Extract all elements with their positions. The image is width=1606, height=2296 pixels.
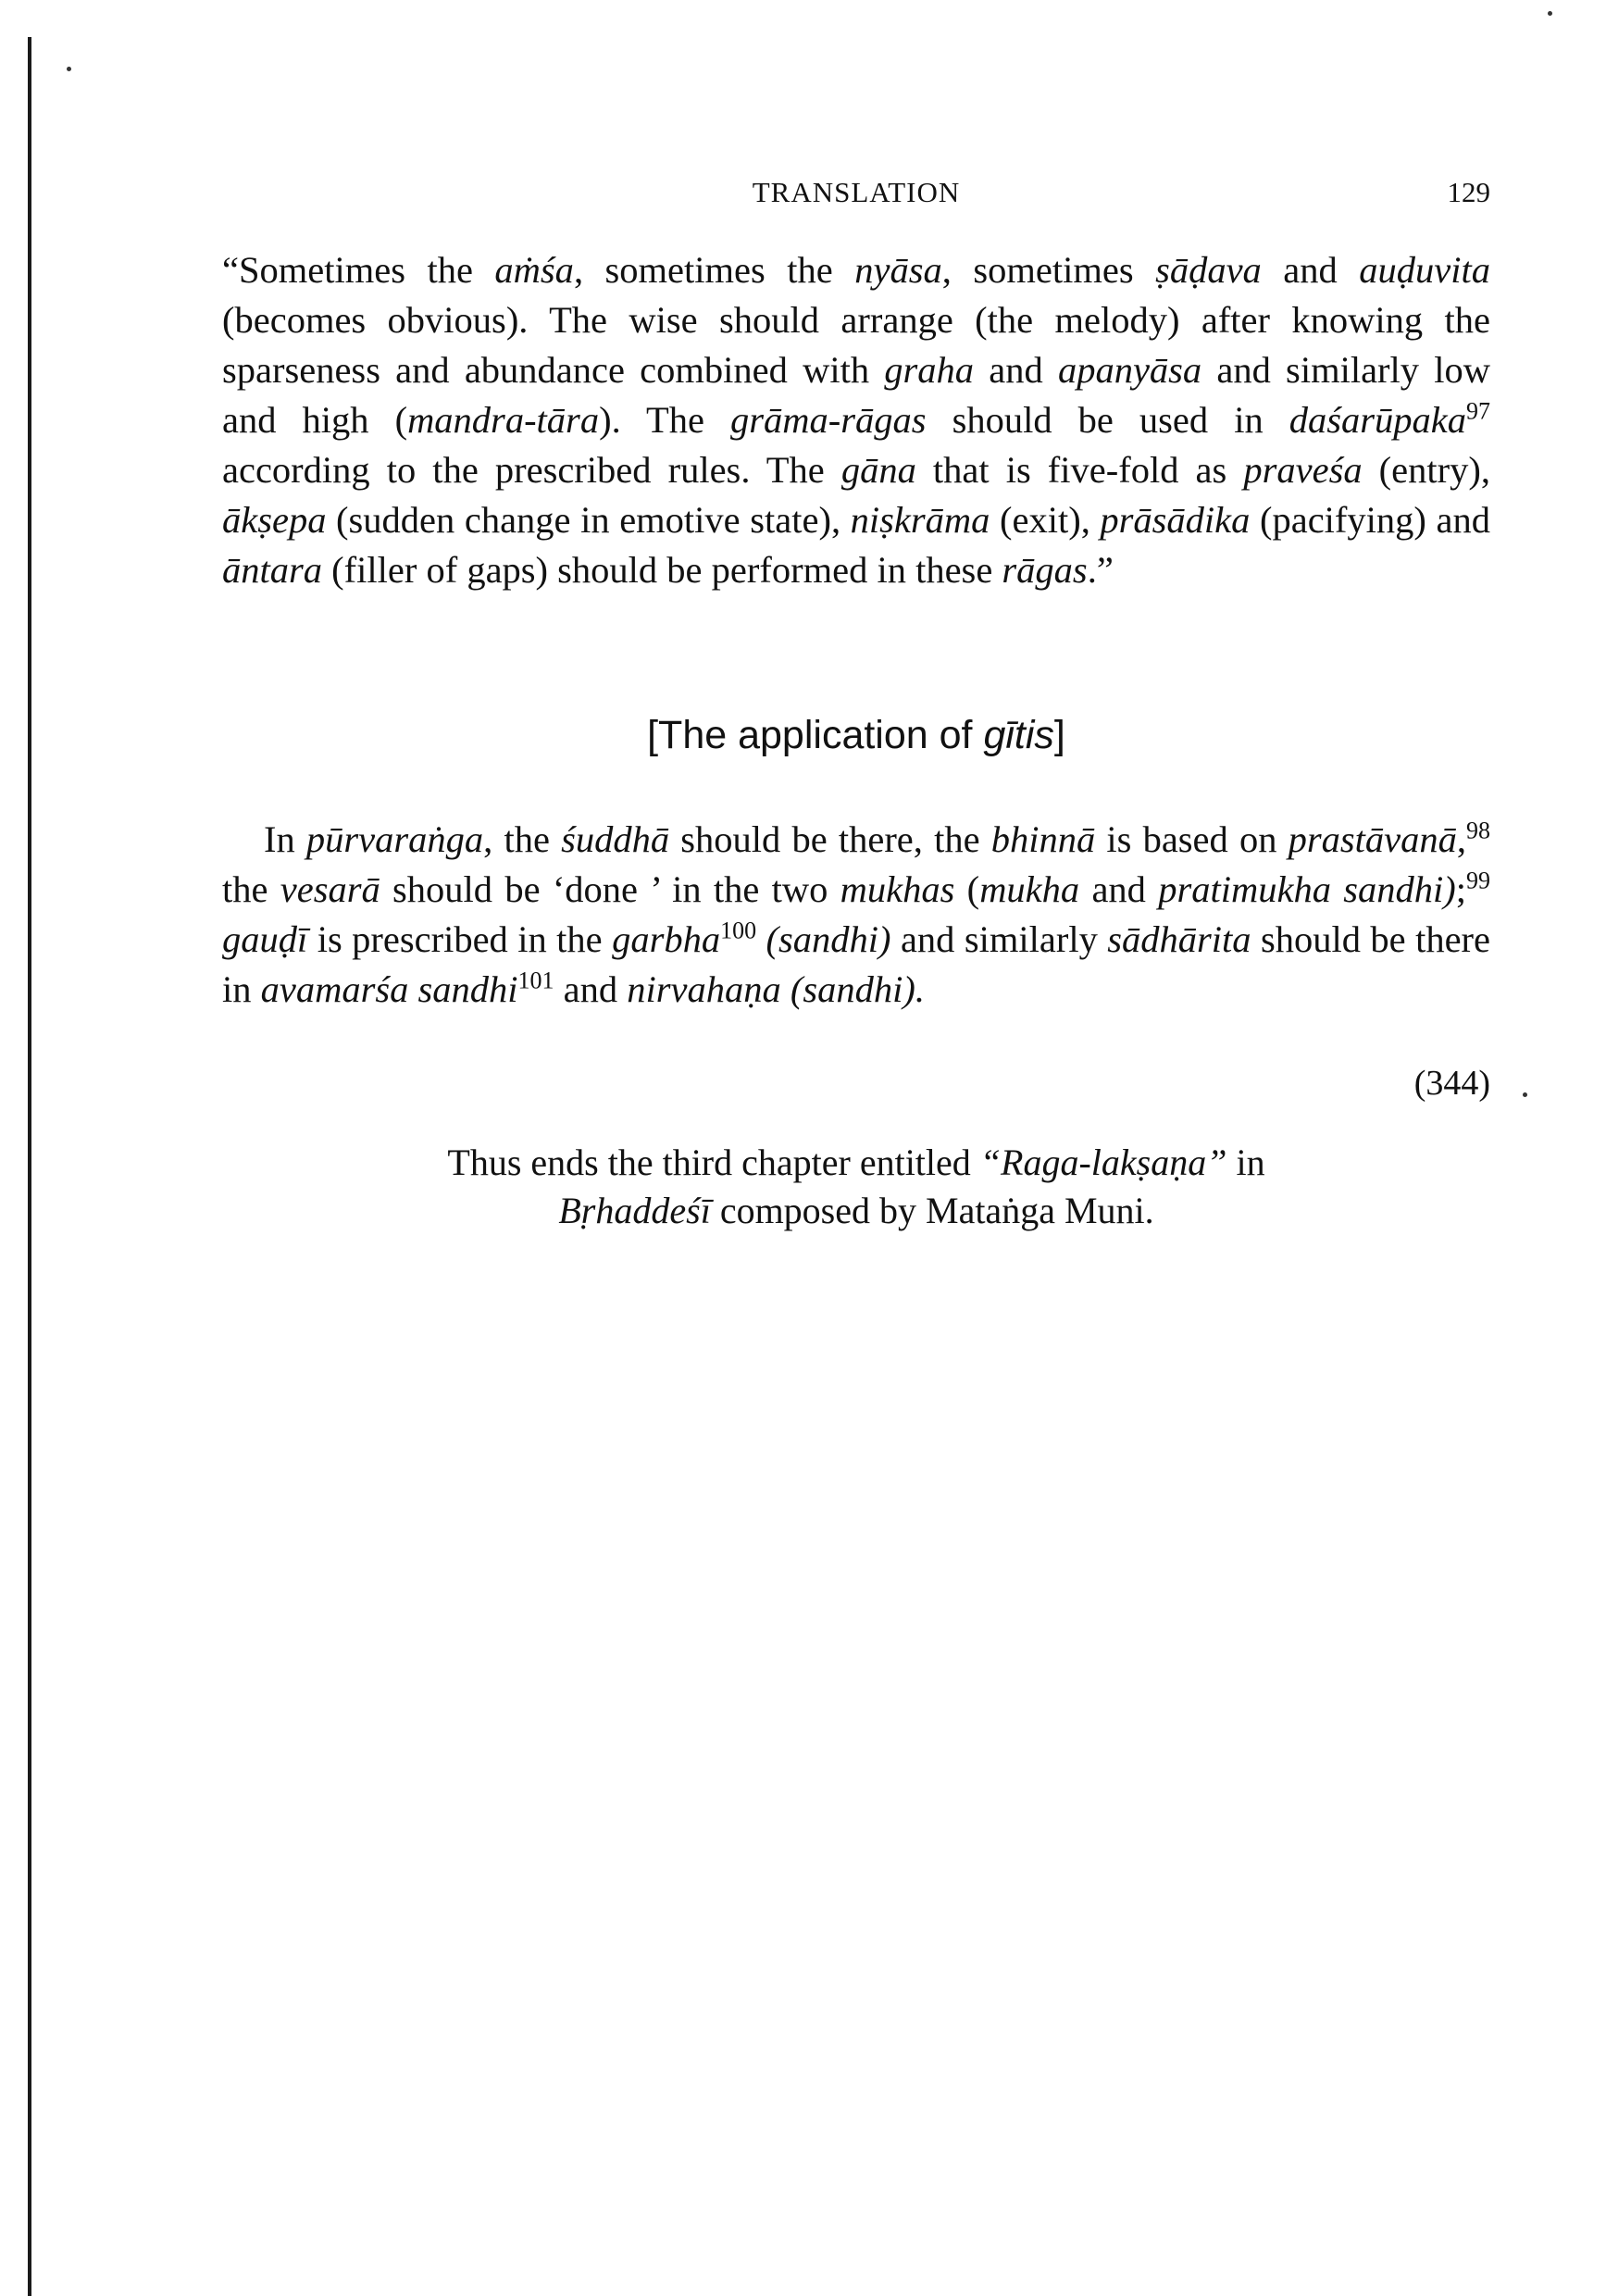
sanskrit-term: mukhas xyxy=(840,868,955,910)
sanskrit-term: aṁśa xyxy=(494,249,574,291)
text-run: , sometimes the xyxy=(573,249,855,291)
text-run: ( xyxy=(954,868,980,910)
scan-speck xyxy=(1548,11,1552,16)
page-number: 129 xyxy=(1447,176,1490,208)
text-run: , xyxy=(1456,818,1466,860)
sanskrit-term: sādhārita xyxy=(1107,918,1251,960)
text-run: (sudden change in emotive state), xyxy=(326,499,851,541)
sanskrit-term: daśarūpaka xyxy=(1289,399,1466,441)
footnote-marker[interactable]: 99 xyxy=(1466,867,1491,894)
text-run: composed by Mataṅga Muni. xyxy=(710,1190,1154,1231)
text-run: and xyxy=(1079,868,1159,910)
text-run: and xyxy=(1261,249,1360,291)
text-run: .” xyxy=(1087,549,1114,591)
text-run: should be there in xyxy=(222,918,1491,1010)
text-run: , the xyxy=(483,818,562,860)
text-run: and similarly xyxy=(890,918,1108,960)
work-title: Bṛhaddeśī xyxy=(558,1190,711,1231)
page-header xyxy=(222,176,1490,220)
sanskrit-term: auḍuvita xyxy=(1359,249,1490,291)
sanskrit-term: pratimukha sandhi) xyxy=(1158,868,1456,910)
text-run: in xyxy=(1226,1142,1265,1183)
sanskrit-term: gauḍī xyxy=(222,918,308,960)
sanskrit-term: praveśa xyxy=(1243,449,1363,491)
text-run: (pacifying) and xyxy=(1250,499,1490,541)
text-run xyxy=(756,918,766,960)
scan-speck xyxy=(67,67,71,71)
text-run: according to the prescribed rules. The xyxy=(222,449,841,491)
sanskrit-term: niṣkrāma xyxy=(850,499,990,541)
sanskrit-term: pūrvaraṅga xyxy=(305,818,484,860)
sanskrit-term: mandra-tāra xyxy=(407,399,600,441)
colophon-line-1 xyxy=(222,1139,1490,1187)
chapter-colophon xyxy=(222,1139,1490,1235)
text-run: is based on xyxy=(1095,818,1289,860)
text-run: (filler of gaps) should be performed in these xyxy=(322,549,1002,591)
text-run: ). The xyxy=(599,399,731,441)
footnote-marker[interactable]: 98 xyxy=(1466,817,1490,844)
footnote-marker[interactable]: 101 xyxy=(517,967,554,994)
sanskrit-term: grāma-rāgas xyxy=(730,399,927,441)
sanskrit-term: nirvahaṇa (sandhi). xyxy=(627,968,925,1010)
sanskrit-term: vesarā xyxy=(280,868,380,910)
sanskrit-term: ākṣepa xyxy=(222,499,327,541)
text-run: that is five-fold as xyxy=(915,449,1244,491)
sanskrit-term: āntara xyxy=(222,549,323,591)
sanskrit-term: apanyāsa xyxy=(1057,349,1202,391)
sanskrit-term: avamarśa sandhi xyxy=(260,968,518,1010)
text-run: is prescribed in the xyxy=(307,918,613,960)
footnote-marker[interactable]: 100 xyxy=(720,917,757,944)
sanskrit-term: (sandhi) xyxy=(766,918,891,960)
heading-term: gītis xyxy=(983,713,1054,757)
text-run: (becomes obvious). The wise should arrange (the melody) after knowing the sparseness and abundance combined with xyxy=(222,299,1490,391)
text-run: , sometimes xyxy=(941,249,1156,291)
paragraph-translation-2 xyxy=(222,815,1490,1015)
text-run: In xyxy=(264,818,306,860)
sanskrit-term: garbha xyxy=(612,918,721,960)
text-run: the xyxy=(222,868,280,910)
text-run: and similarly low and high ( xyxy=(222,349,1490,441)
sanskrit-term: prāsādika xyxy=(1100,499,1251,541)
text-run: should be used in xyxy=(926,399,1289,441)
text-run: (exit), xyxy=(990,499,1101,541)
sanskrit-term: graha xyxy=(884,349,975,391)
sanskrit-term: gāna xyxy=(840,449,916,491)
text-run: and xyxy=(554,968,628,1010)
heading-text: [The application of xyxy=(647,713,984,757)
scan-speck xyxy=(1523,1092,1527,1097)
text-run: “Sometimes the xyxy=(222,249,495,291)
sanskrit-term: prastāvanā xyxy=(1288,818,1457,860)
sanskrit-term: bhinnā xyxy=(990,818,1096,860)
text-run: should be ‘done ’ in the two xyxy=(380,868,840,910)
text-run: (entry), xyxy=(1362,449,1490,491)
sanskrit-term: śuddhā xyxy=(561,818,670,860)
sanskrit-term: mukha xyxy=(979,868,1080,910)
text-run: ; xyxy=(1455,868,1467,910)
heading-text: ] xyxy=(1053,713,1065,757)
running-head: TRANSLATION xyxy=(752,176,961,208)
sanskrit-term: rāgas xyxy=(1002,549,1088,591)
paragraph-translation-1 xyxy=(222,245,1490,595)
chapter-title: “Raga-lakṣaṇa” xyxy=(979,1142,1227,1183)
verse-number: (344) xyxy=(1413,1064,1490,1103)
sanskrit-term: ṣāḍava xyxy=(1155,249,1262,291)
text-run: should be there, the xyxy=(669,818,991,860)
footnote-marker[interactable]: 97 xyxy=(1466,397,1490,425)
sanskrit-term: nyāsa xyxy=(854,249,942,291)
text-run: and xyxy=(974,349,1058,391)
text-run: Thus ends the third chapter entitled xyxy=(447,1142,980,1183)
colophon-line-2 xyxy=(222,1187,1490,1235)
section-heading xyxy=(222,713,1490,758)
scan-border-line xyxy=(28,37,31,2296)
